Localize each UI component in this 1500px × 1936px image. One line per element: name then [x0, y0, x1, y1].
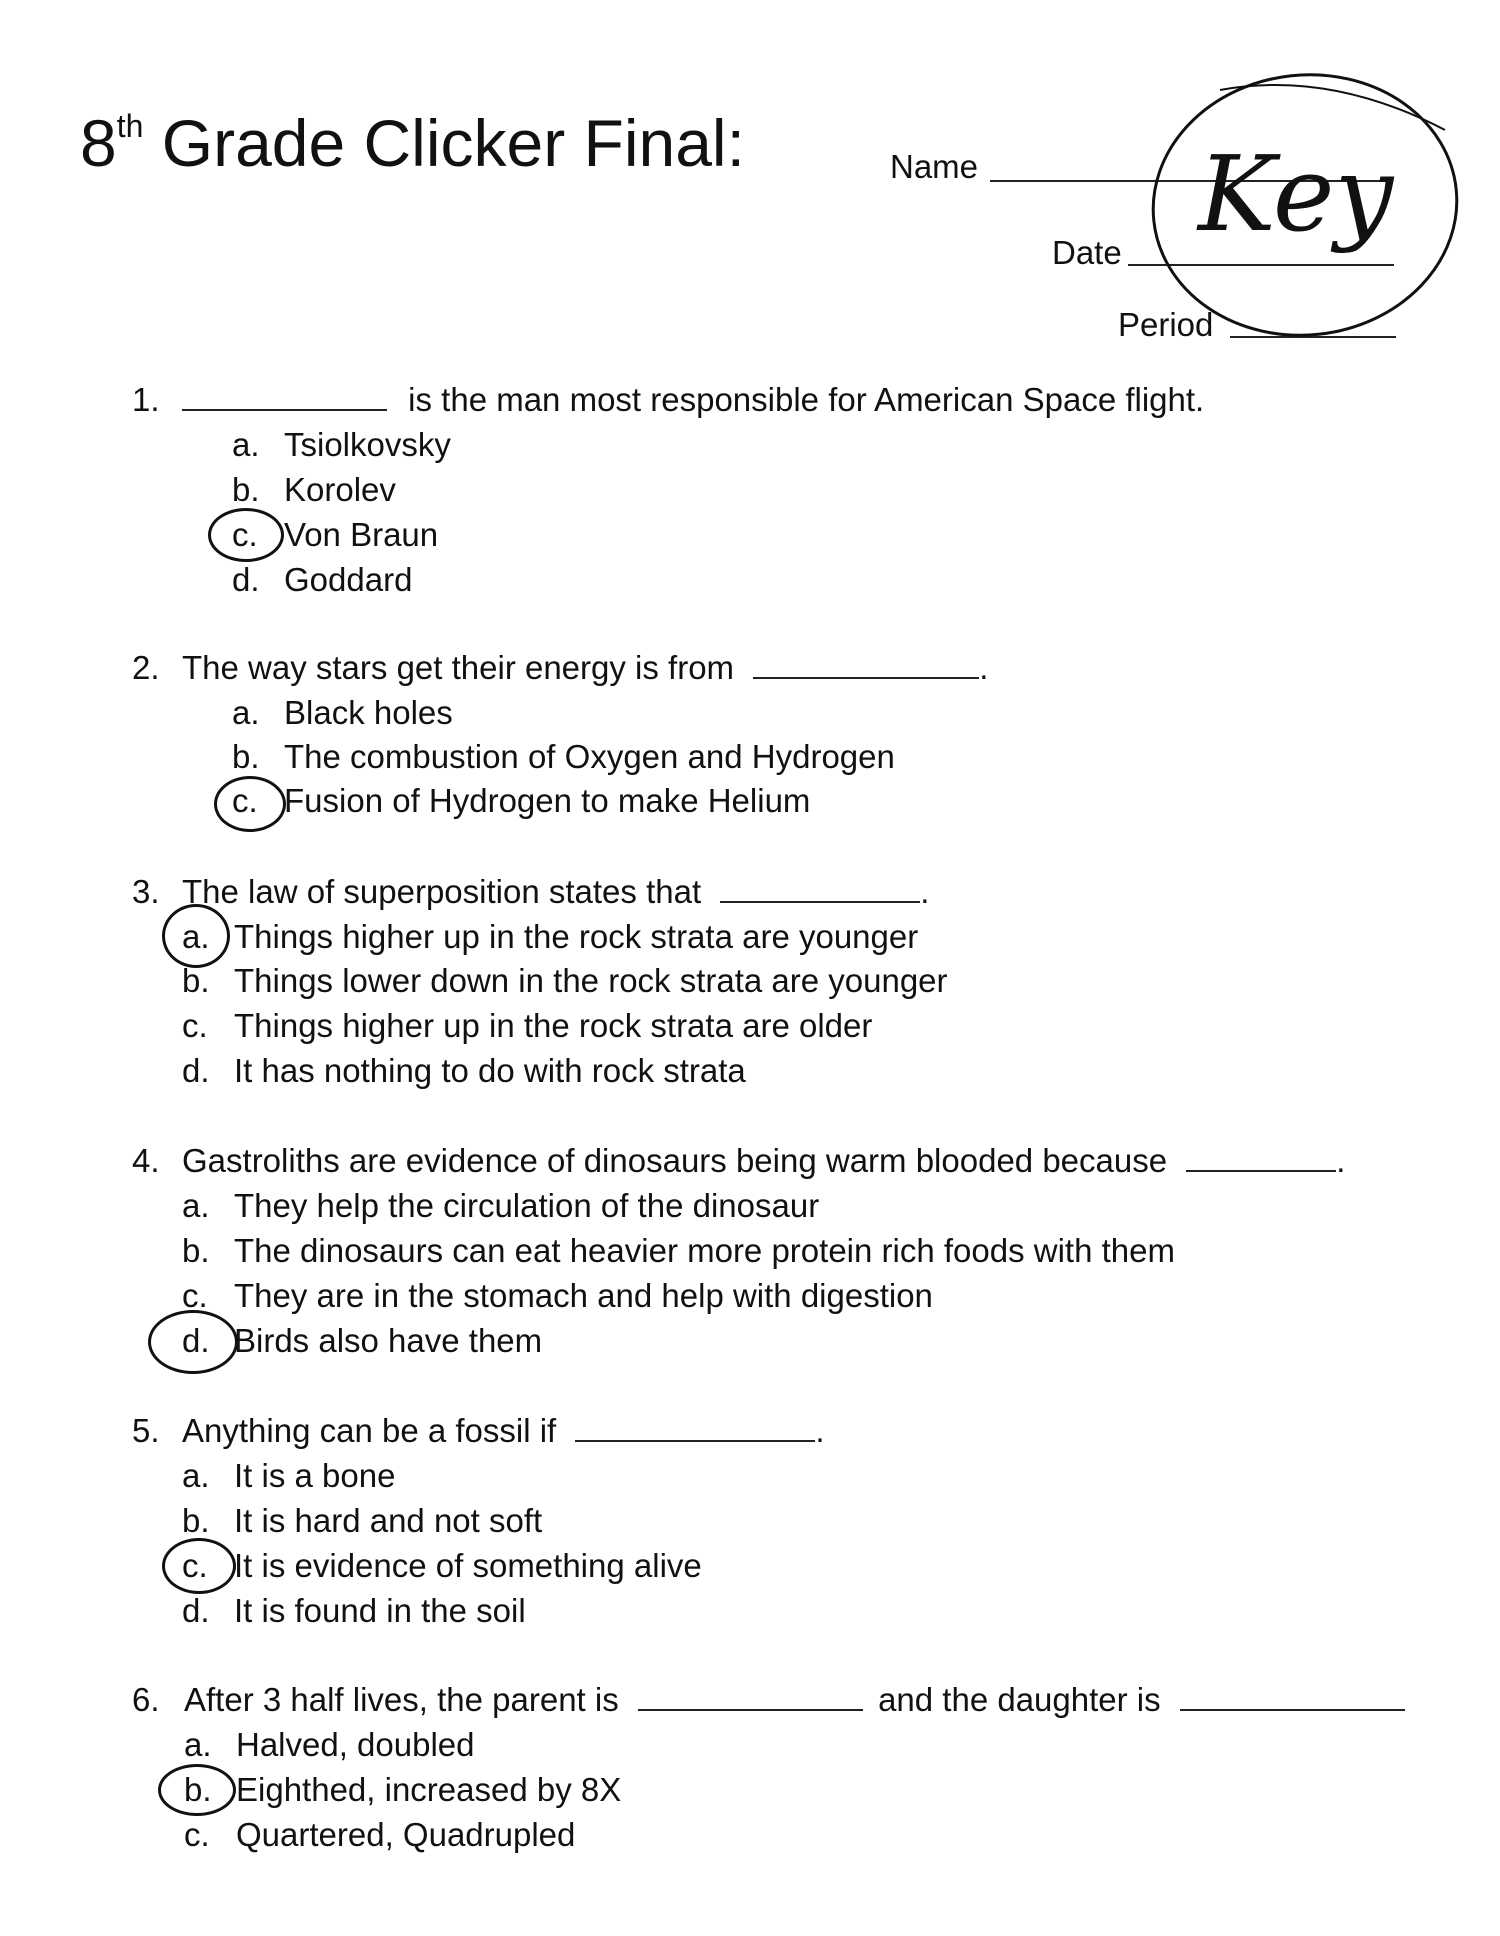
question-4-number: 4. — [132, 1142, 160, 1179]
option-letter: b. — [182, 1232, 210, 1269]
option-2c[interactable] — [232, 784, 1132, 824]
option-letter: c. — [182, 1547, 208, 1584]
option-text: Things higher up in the rock strata are older — [234, 1007, 873, 1044]
option-letter: c. — [232, 516, 258, 553]
option-letter: d. — [182, 1322, 210, 1359]
question-1-number: 1. — [132, 381, 160, 418]
option-5b[interactable] — [182, 1504, 1132, 1544]
question-3-number: 3. — [132, 873, 160, 910]
answer-blank[interactable] — [575, 1416, 815, 1442]
option-text: Birds also have them — [234, 1322, 543, 1359]
page-title — [80, 106, 745, 180]
question-5-number: 5. — [132, 1412, 160, 1449]
title-ordinal-suffix: th — [116, 108, 144, 144]
date-label: Date — [1052, 234, 1122, 271]
question-4-text — [182, 1144, 1345, 1177]
option-2a[interactable] — [232, 696, 1132, 736]
option-text: Things higher up in the rock strata are younger — [234, 918, 919, 955]
option-text: The combustion of Oxygen and Hydrogen — [284, 738, 895, 775]
question-3-text — [182, 875, 929, 908]
option-letter: b. — [182, 962, 210, 999]
option-text: The dinosaurs can eat heavier more protein rich foods with them — [234, 1232, 1175, 1269]
option-3d[interactable] — [182, 1054, 1132, 1094]
option-6c[interactable] — [184, 1818, 1134, 1858]
option-1b[interactable] — [232, 473, 1132, 513]
option-text: Eighthed, increased by 8X — [236, 1771, 622, 1808]
selected-answer-circle — [162, 904, 230, 968]
option-6a[interactable] — [184, 1728, 1134, 1768]
option-text: Black holes — [284, 694, 453, 731]
answer-blank[interactable] — [753, 653, 979, 679]
option-letter: b. — [182, 1502, 210, 1539]
answer-blank[interactable] — [1186, 1146, 1336, 1172]
option-6b[interactable] — [184, 1773, 1134, 1813]
question-6-text — [184, 1683, 1405, 1716]
option-text: It is evidence of something alive — [234, 1547, 702, 1584]
question-6-mid: and the daughter is — [878, 1681, 1161, 1718]
question-6-stem: After 3 half lives, the parent is — [184, 1681, 619, 1718]
option-1d[interactable] — [232, 563, 1132, 603]
question-2-text — [182, 651, 988, 684]
question-2-number: 2. — [132, 649, 160, 686]
option-5d[interactable] — [182, 1594, 1132, 1634]
option-letter: a. — [182, 1457, 210, 1494]
question-4-end: . — [1336, 1142, 1346, 1179]
option-letter: d. — [182, 1592, 210, 1629]
name-label: Name — [890, 148, 979, 185]
key-text: Key — [1198, 133, 1394, 255]
question-4-stem: Gastroliths are evidence of dinosaurs being warm blooded because — [182, 1142, 1168, 1179]
option-text: Halved, doubled — [236, 1726, 475, 1763]
option-letter: c. — [182, 1007, 208, 1044]
question-2-end: . — [979, 649, 989, 686]
option-letter: a. — [232, 426, 260, 463]
option-letter: a. — [232, 694, 260, 731]
option-text: It is found in the soil — [234, 1592, 526, 1629]
option-letter: b. — [232, 738, 260, 775]
option-letter: d. — [182, 1052, 210, 1089]
question-3-stem: The law of superposition states that — [182, 873, 702, 910]
option-text: Fusion of Hydrogen to make Helium — [284, 782, 811, 819]
option-text: Von Braun — [284, 516, 439, 553]
question-5-text — [182, 1414, 825, 1447]
question-5-stem: Anything can be a fossil if — [182, 1412, 557, 1449]
option-text: Tsiolkovsky — [284, 426, 451, 463]
option-5a[interactable] — [182, 1459, 1132, 1499]
option-1a[interactable] — [232, 428, 1132, 468]
option-text: Quartered, Quadrupled — [236, 1816, 576, 1853]
option-letter: d. — [232, 561, 260, 598]
question-2-stem: The way stars get their energy is from — [182, 649, 735, 686]
option-letter: a. — [184, 1726, 212, 1763]
option-text: They are in the stomach and help with digestion — [234, 1277, 933, 1314]
option-text: Korolev — [284, 471, 396, 508]
selected-answer-circle — [158, 1764, 236, 1816]
question-1-text — [182, 383, 1204, 416]
question-5-end: . — [815, 1412, 825, 1449]
answer-blank[interactable] — [720, 877, 920, 903]
handwritten-key-mark — [1100, 55, 1470, 355]
selected-answer-circle — [162, 1538, 236, 1594]
option-letter: a. — [182, 1187, 210, 1224]
question-6-number: 6. — [132, 1681, 160, 1718]
answer-blank-parent[interactable] — [638, 1685, 863, 1711]
option-text: Things lower down in the rock strata are younger — [234, 962, 948, 999]
option-text: It has nothing to do with rock strata — [234, 1052, 746, 1089]
option-text: It is a bone — [234, 1457, 396, 1494]
option-4c[interactable] — [182, 1279, 1282, 1319]
question-1-stem: is the man most responsible for American Space flight. — [408, 381, 1205, 418]
option-5c[interactable] — [182, 1549, 1132, 1589]
question-3-end: . — [920, 873, 930, 910]
option-letter: c. — [182, 1277, 208, 1314]
option-letter: c. — [184, 1816, 210, 1853]
option-4d[interactable] — [182, 1324, 1282, 1364]
option-4a[interactable] — [182, 1189, 1282, 1229]
period-label: Period — [1118, 306, 1214, 343]
title-ordinal: 8 — [80, 106, 117, 180]
option-text: It is hard and not soft — [234, 1502, 543, 1539]
option-2b[interactable] — [232, 740, 1132, 780]
option-letter: b. — [184, 1771, 212, 1808]
option-letter: c. — [232, 782, 258, 819]
answer-blank[interactable] — [182, 385, 387, 411]
option-3a[interactable] — [182, 920, 1132, 960]
selected-answer-circle — [148, 1310, 238, 1374]
option-letter: b. — [232, 471, 260, 508]
option-text: They help the circulation of the dinosaur — [234, 1187, 820, 1224]
option-4b[interactable] — [182, 1234, 1282, 1274]
title-text: Grade Clicker Final: — [161, 106, 745, 180]
option-1c[interactable] — [232, 518, 1132, 558]
selected-answer-circle — [214, 776, 286, 832]
option-3c[interactable] — [182, 1009, 1132, 1049]
option-letter: a. — [182, 918, 210, 955]
answer-blank-daughter[interactable] — [1180, 1685, 1405, 1711]
selected-answer-circle — [208, 508, 284, 562]
option-text: Goddard — [284, 561, 413, 598]
option-3b[interactable] — [182, 964, 1132, 1004]
